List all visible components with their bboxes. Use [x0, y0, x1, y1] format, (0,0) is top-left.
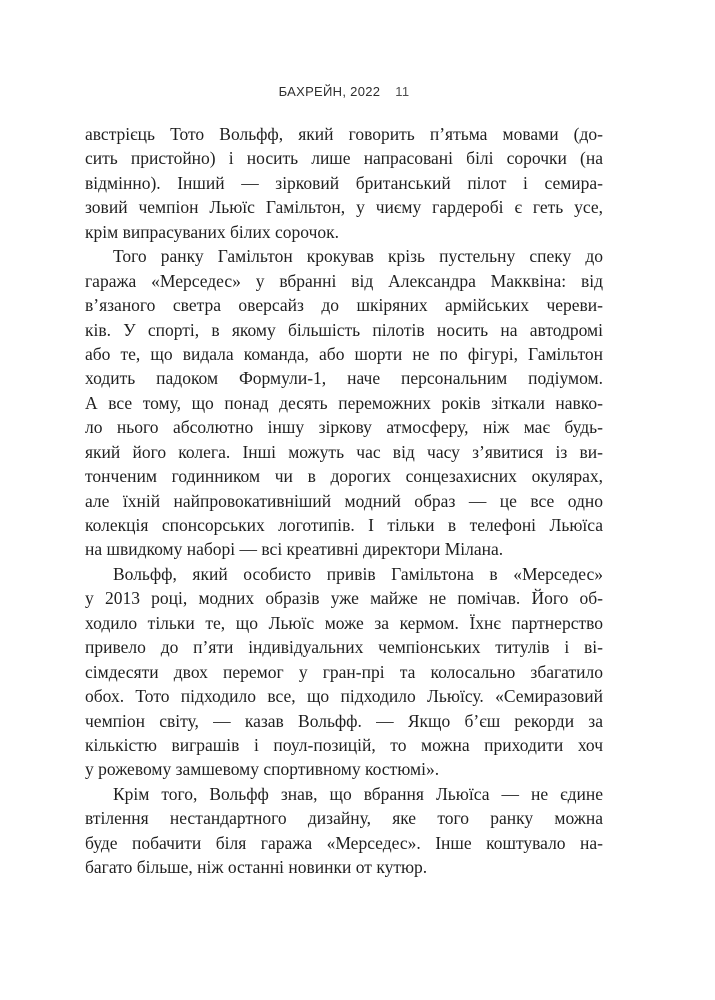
text-line: відмінно). Інший — зірковий британський пілот і семира-: [85, 172, 603, 193]
text-line: привело до п’яти індивідуальних чемпіонських титулів і ві-: [85, 637, 603, 658]
text-line: на швидкому наборі — всі креативні директори Мілана.: [85, 539, 504, 560]
text-line: гаража «Мерседес» у вбранні від Александра Макквіна: від: [85, 270, 603, 291]
text-line: буде побачити біля гаража «Мерседес». Інше коштувало на-: [85, 832, 603, 853]
text-line: Того ранку Гамільтон крокував крізь пустельну спеку до: [113, 246, 603, 267]
text-line: Крім того, Вольфф знав, що вбрання Льюїса — не єдине: [113, 783, 603, 804]
page-body: [85, 122, 603, 880]
text-line: ходило тільки те, що Льюїс може за кермом. Їхнє партнерство: [85, 612, 603, 633]
text-line: який його колега. Інші можуть час від часу з’явитися із ви-: [85, 441, 603, 462]
page-number: 11: [395, 84, 410, 99]
text-line: тонченим годинником чи в дорогих сонцезахисних окулярах,: [85, 466, 603, 487]
text-line: кількістю виграшів і поул-позицій, то можна приходити хоч: [85, 734, 603, 755]
text-line: втілення нестандартного дизайну, яке того ранку можна: [85, 808, 603, 829]
text-line: ків. У спорті, в якому більшість пілотів носить на автодромі: [85, 319, 603, 340]
text-line: крім випрасуваних білих сорочок.: [85, 221, 339, 242]
text-line: або те, що видала команда, або шорти не по фігурі, Гамільтон: [85, 343, 603, 364]
text-line: чемпіон світу, — казав Вольфф. — Якщо б’єш рекорди за: [85, 710, 603, 731]
text-line: багато більше, ніж останні новинки от кутюр.: [85, 857, 428, 878]
text-line: зовий чемпіон Льюїс Гамільтон, у чиєму гардеробі є геть усе,: [85, 197, 603, 218]
text-line: ло нього абсолютно іншу зіркову атмосферу, ніж має будь-: [85, 417, 603, 438]
text-line: у 2013 році, модних образів уже майже не помічав. Його об-: [85, 588, 603, 609]
running-title: БАХРЕЙН, 2022: [278, 84, 381, 99]
text-line: колекція спонсорських логотипів. І тільки в телефоні Льюїса: [85, 515, 603, 535]
text-line: сімдесяти двох перемог у гран-прі та колосально збагатило: [85, 661, 603, 682]
page-header: [85, 84, 603, 99]
text-line: але їхній найпровокативніший модний образ — це все одно: [85, 490, 603, 511]
text-line: Вольфф, який особисто привів Гамільтона в «Мерседес»: [113, 563, 603, 584]
text-line: А все тому, що понад десять переможних років зіткали навко-: [85, 392, 603, 413]
text-line: австрієць Тото Вольфф, який говорить п’ятьма мовами (до-: [85, 124, 603, 144]
text-line: в’язаного светра оверсайз до шкіряних армійських череви-: [85, 295, 603, 316]
text-line: ходить падоком Формули-1, наче персональним подіумом.: [85, 368, 603, 389]
text-line: сить пристойно) і носить лише напрасовані білі сорочки (на: [85, 148, 603, 169]
text-line: у рожевому замшевому спортивному костюмі».: [85, 759, 440, 780]
text-line: обох. Тото підходило все, що підходило Льюїсу. «Семиразовий: [85, 686, 603, 707]
